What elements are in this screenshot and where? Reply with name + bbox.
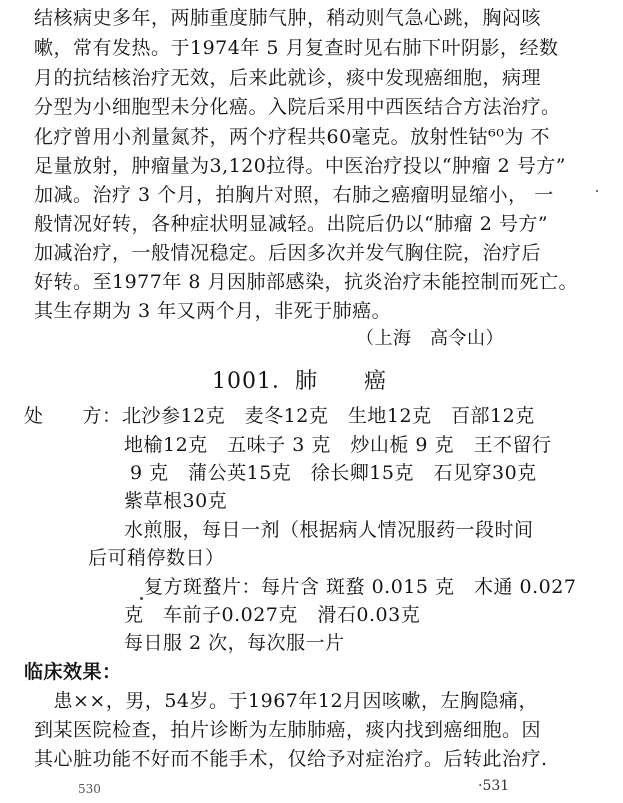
case-line: 患××，男，54岁。于1967年12月因咳嗽，左胸隐痛， bbox=[34, 690, 539, 712]
prev-case-line: 好转。至1977年 8 月因肺部感染，抗炎治疗未能控制而死亡。 bbox=[34, 271, 579, 293]
scan-speck bbox=[596, 190, 598, 192]
dosage-line: 每日服 2 次，每次服一片 bbox=[124, 632, 345, 654]
author-credit: （上海 高令山） bbox=[356, 328, 504, 349]
prev-case-line: 加减。治疗 3 个月，拍胸片对照，右肺之癌瘤明显缩小， 一 bbox=[34, 184, 554, 206]
page-number-right: ·531 bbox=[478, 778, 510, 794]
herb-line: 地榆12克 五味子 3 克 炒山栀 9 克 王不留行 bbox=[124, 434, 552, 456]
prev-case-line: 分型为小细胞型未分化癌。入院后采用中西医结合方法治疗。 bbox=[34, 96, 561, 118]
administration-line: 后可稍停数日） bbox=[88, 547, 225, 569]
clinical-effect-label: 临床效果： bbox=[24, 661, 122, 683]
herb-line: 9 克 蒲公英15克 徐长卿15克 石见穿30克 bbox=[130, 462, 537, 484]
case-line: 其心脏功能不好而不能手术，仅给予对症治疗。后转此治疗. bbox=[34, 748, 548, 770]
prev-case-line: 般情况好转，各种症状明显减轻。出院后仍以“肺瘤 2 号方” bbox=[34, 213, 549, 235]
prev-case-line: 嗽，常有发热。于1974年 5 月复查时见右肺下叶阴影，经数 bbox=[34, 37, 559, 59]
case-line: 到某医院检查，拍片诊断为左肺肺癌，痰内找到癌细胞。因 bbox=[34, 719, 542, 741]
prev-case-line: 结核病史多年，两肺重度肺气肿，稍动则气急心跳，胸闷咳 bbox=[34, 7, 542, 29]
herb-line: 北沙参12克 麦冬12克 生地12克 百部12克 bbox=[122, 405, 535, 427]
prev-case-line: 化疗曾用小剂量氮芥，两个疗程共60毫克。放射性钴⁶⁰为 不 bbox=[34, 126, 550, 148]
prev-case-line: 加减治疗，一般情况稳定。后因多次并发气胸住院，治疗后 bbox=[34, 242, 542, 264]
patent-medicine-line: 克 车前子0.027克 滑石0.03克 bbox=[124, 604, 421, 626]
scan-speck bbox=[140, 597, 143, 600]
prev-case-line: 其生存期为 3 年又两个月，非死于肺癌。 bbox=[34, 300, 392, 322]
prev-case-line: 月的抗结核治疗无效，后来此就诊，痰中发现癌细胞，病理 bbox=[34, 67, 542, 89]
page-number-left: 530 bbox=[78, 782, 101, 796]
patent-medicine-line: 复方斑蝥片：每片含 斑蝥 0.015 克 木通 0.027 bbox=[144, 576, 577, 598]
entry-title: 1001．肺 癌 bbox=[212, 369, 387, 394]
administration-line: 水煎服，每日一剂（根据病人情况服药一段时间 bbox=[124, 519, 534, 541]
prescription-label: 处 方： bbox=[24, 405, 122, 427]
herb-line: 紫草根30克 bbox=[124, 490, 228, 512]
prev-case-line: 足量放射，肿瘤量为3,120拉得。中医治疗投以“肿瘤 2 号方” bbox=[34, 155, 566, 177]
